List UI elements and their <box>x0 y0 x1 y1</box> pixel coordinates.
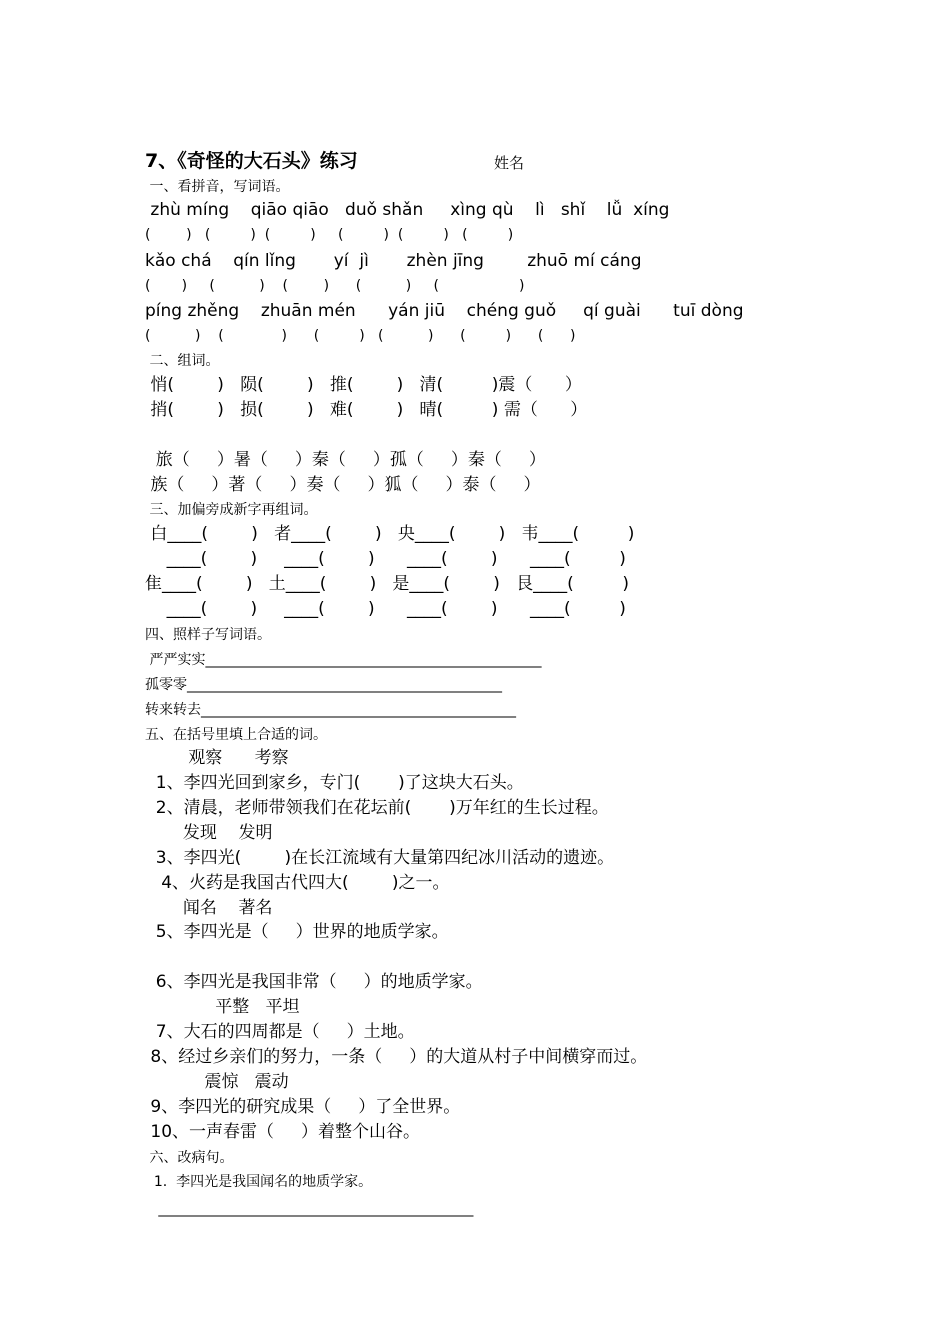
word-choice: 闻名 著名 <box>145 898 273 918</box>
name-label: 姓名 <box>494 154 525 172</box>
faulty-sentence: 1. 李四光是我国闻名的地质学家。 <box>145 1174 373 1190</box>
section3-heading: 三、加偏旁成新字再组词。 <box>145 502 318 518</box>
answer-row: ( ) ( ) ( ) ( ) ( ) ( ) <box>145 227 514 243</box>
word-group-row: 旅（ ）暑（ ）秦（ ）孤（ ）秦（ ） <box>145 450 546 470</box>
fill-sentence: 7、大石的四周都是（ ）土地。 <box>145 1022 415 1042</box>
section4-heading: 四、照样子写词语。 <box>145 627 271 643</box>
radical-row: 白____( ) 者____( ) 央____( ) 韦____( ) <box>145 524 635 544</box>
fill-sentence: 5、李四光是（ ）世界的地质学家。 <box>145 922 449 942</box>
answer-row: ( ) ( ) ( ) ( ) ( ) <box>145 278 525 294</box>
pinyin-row: zhù míng qiāo qiāo duǒ shǎn xìng qù lì shǐ lǚ xíng <box>145 200 670 220</box>
fill-sentence: 2、清晨，老师带领我们在花坛前( )万年红的生长过程。 <box>145 798 609 818</box>
fill-sentence: 10、一声春雷（ ）着整个山谷。 <box>145 1122 421 1142</box>
fill-sentence: 1、李四光回到家乡，专门( )了这块大石头。 <box>145 773 524 793</box>
fill-sentence: 4、火药是我国古代四大( )之一。 <box>145 873 450 893</box>
word-group-row: 悄( ) 陨( ) 推( ) 清( )震（ ） <box>145 375 582 395</box>
word-choice: 平整 平坦 <box>145 997 300 1017</box>
radical-row: 隹____( ) 土____( ) 是____( ) 艮____( ) <box>145 574 630 594</box>
word-choice: 观察 考察 <box>145 748 289 768</box>
answer-line: _____________________________________________ <box>145 1201 474 1217</box>
section6-heading: 六、改病句。 <box>145 1150 234 1166</box>
radical-row: ____( ) ____( ) ____( ) ____( ) <box>145 599 626 619</box>
word-choice: 发现 发明 <box>145 823 273 843</box>
fill-sentence: 9、李四光的研究成果（ ）了全世界。 <box>145 1097 461 1117</box>
fill-sentence: 8、经过乡亲们的努力，一条（ ）的大道从村子中间横穿而过。 <box>145 1047 648 1067</box>
example-row: 孤零零_____________________________________________ <box>145 677 502 693</box>
fill-sentence: 3、李四光( )在长江流域有大量第四纪冰川活动的遗迹。 <box>145 848 615 868</box>
worksheet-title: 7、《奇怪的大石头》练习 <box>145 150 358 172</box>
section1-heading: 一、看拼音，写词语。 <box>145 179 290 195</box>
section2-heading: 二、组词。 <box>145 353 220 369</box>
word-choice: 震惊 震动 <box>145 1072 289 1092</box>
fill-sentence: 6、李四光是我国非常（ ）的地质学家。 <box>145 972 483 992</box>
word-group-row: 捎( ) 损( ) 难( ) 晴( ) 需（ ） <box>145 400 588 420</box>
pinyin-row: kǎo chá qín lǐng yí jì zhèn jīng zhuō mí cáng <box>145 251 642 271</box>
answer-row: ( ) ( ) ( ) ( ) ( ) ( ) <box>145 328 576 344</box>
radical-row: ____( ) ____( ) ____( ) ____( ) <box>145 549 626 569</box>
example-row: 转来转去_____________________________________________ <box>145 702 516 718</box>
pinyin-row: píng zhěng zhuān mén yán jiū chéng guǒ qí guài tuī dòng <box>145 301 744 321</box>
word-group-row: 族（ ）著（ ）奏（ ）狐（ ）泰（ ） <box>145 475 541 495</box>
example-row: 严严实实________________________________________________ <box>145 652 542 668</box>
section5-heading: 五、在括号里填上合适的词。 <box>145 727 327 743</box>
